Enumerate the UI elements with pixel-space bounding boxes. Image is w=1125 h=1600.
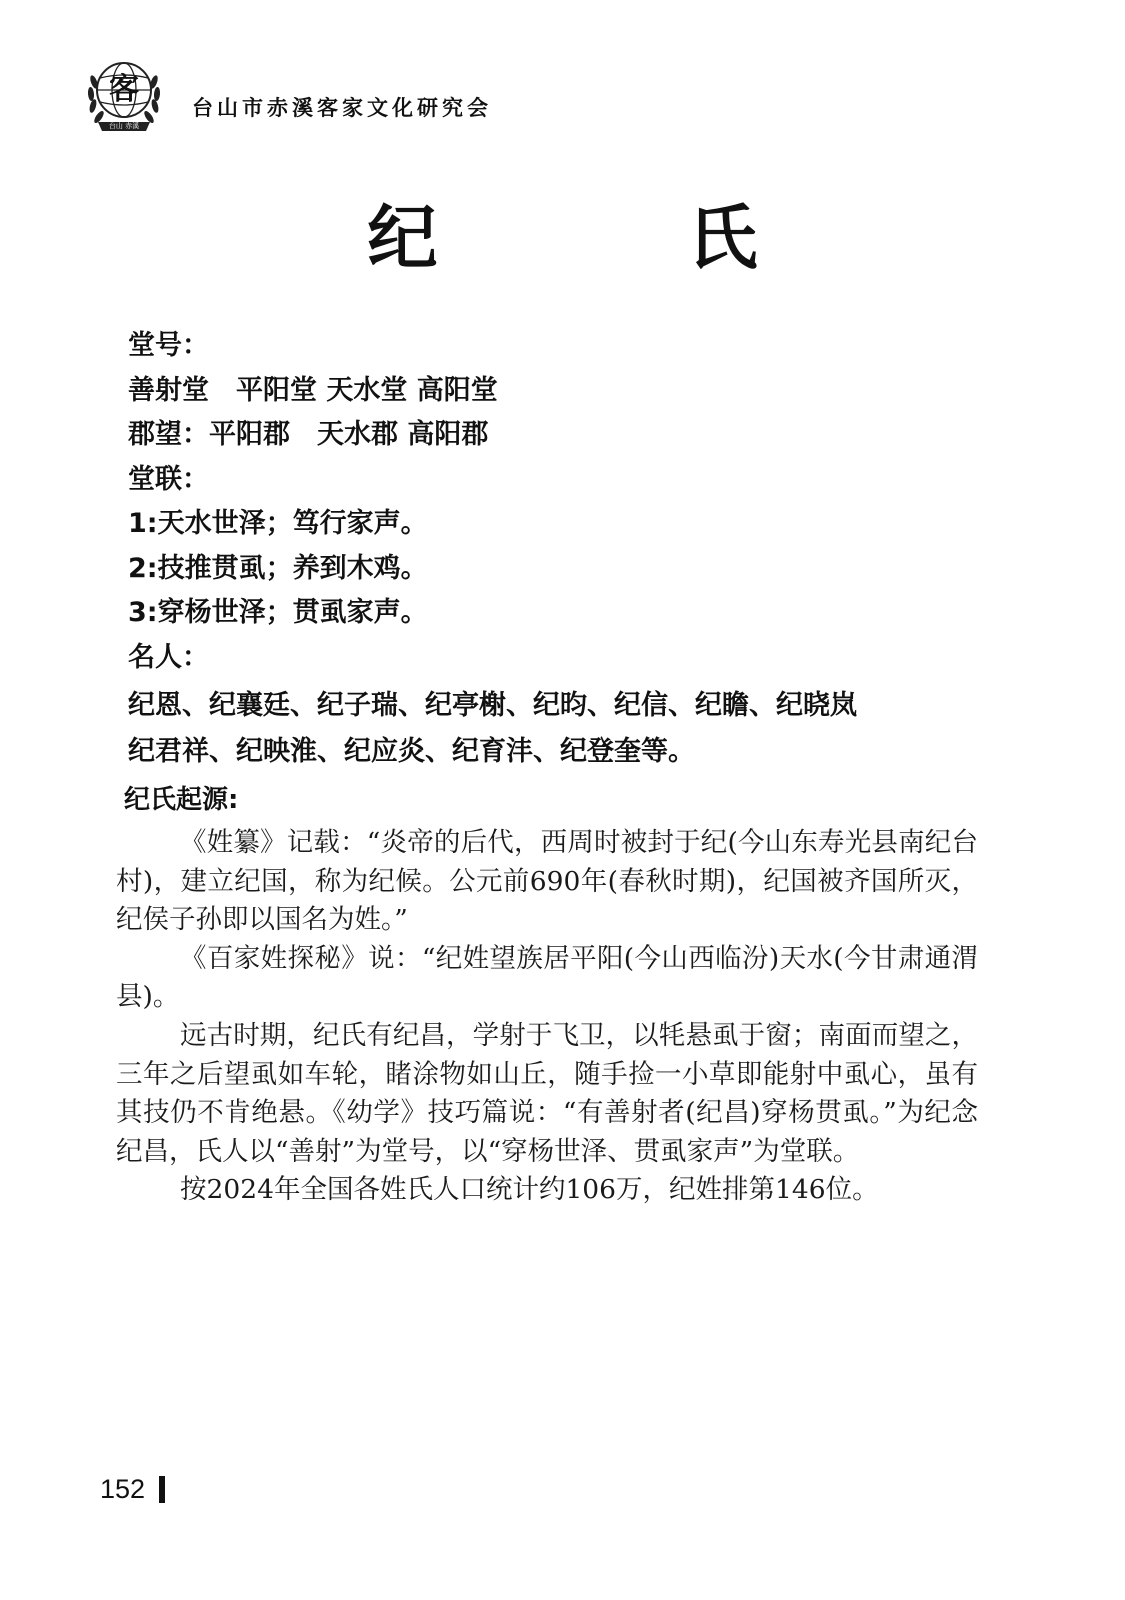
logo-glyph: 客: [109, 72, 139, 107]
famous-people-list: [128, 683, 1008, 775]
surname-info-block: [128, 324, 1008, 775]
page-number-bar: [159, 1476, 165, 1503]
page-footer: [100, 1474, 165, 1505]
info-line-couplet-3: 3:穿杨世泽；贯虱家声。: [128, 597, 428, 628]
info-line-hall-label: 堂号：: [128, 330, 209, 361]
page-title: 纪 氏: [367, 196, 848, 279]
origin-paragraph: 《百家姓探秘》说：“纪姓望族居平阳(今山西临汾)天水(今甘肃通渭县)。: [116, 942, 978, 1013]
info-line-halls: 善射堂 平阳堂 天水堂 高阳堂: [128, 374, 498, 406]
origin-heading: 纪氏起源:: [124, 785, 239, 815]
origin-body: [116, 824, 978, 1210]
page-header: [84, 52, 784, 136]
famous-people-line: 纪恩、纪襄廷、纪子瑞、纪亭榭、纪昀、纪信、纪瞻、纪晓岚: [128, 690, 857, 721]
origin-paragraph: 按2024年全国各姓氏人口统计约106万，纪姓排第146位。: [180, 1174, 879, 1206]
info-line-famous-label: 名人：: [128, 641, 209, 673]
logo-ribbon-text: 台山 赤溪: [108, 122, 140, 130]
famous-people-line: 纪君祥、纪映淮、纪应炎、纪育沣、纪登奎等。: [128, 736, 695, 767]
organization-name: 台山市赤溪客家文化研究会: [192, 95, 492, 120]
info-line-commanderies: 郡望：平阳郡 天水郡 高阳郡: [128, 419, 489, 450]
info-line-couplet-label: 堂联：: [128, 463, 209, 495]
info-line-couplet-2: 2:技推贯虱；养到木鸡。: [128, 552, 428, 584]
page-number: 152: [100, 1474, 146, 1504]
info-line-couplet-1: 1:天水世泽；笃行家声。: [128, 508, 428, 539]
origin-paragraph: 《姓纂》记载：“炎帝的后代，西周时被封于纪(今山东寿光县南纪台村)，建立纪国，称为纪候。公元前690年(春秋时期)，纪国被齐国所灭，纪侯子孙即以国名为姓。”: [116, 827, 978, 936]
origin-paragraph: 远古时期，纪氏有纪昌，学射于飞卫，以牦悬虱于窗；南面而望之，三年之后望虱如车轮，睹涂物如山丘，随手捡一小草即能射中虱心，虽有其技仍不肯绝悬。《幼学》技巧篇说：“有善射者(纪昌)穿杨贯虱。”为纪念纪昌，氏人以“善射”为堂号，以“穿杨世泽、贯虱家声”为堂联。: [116, 1019, 978, 1167]
